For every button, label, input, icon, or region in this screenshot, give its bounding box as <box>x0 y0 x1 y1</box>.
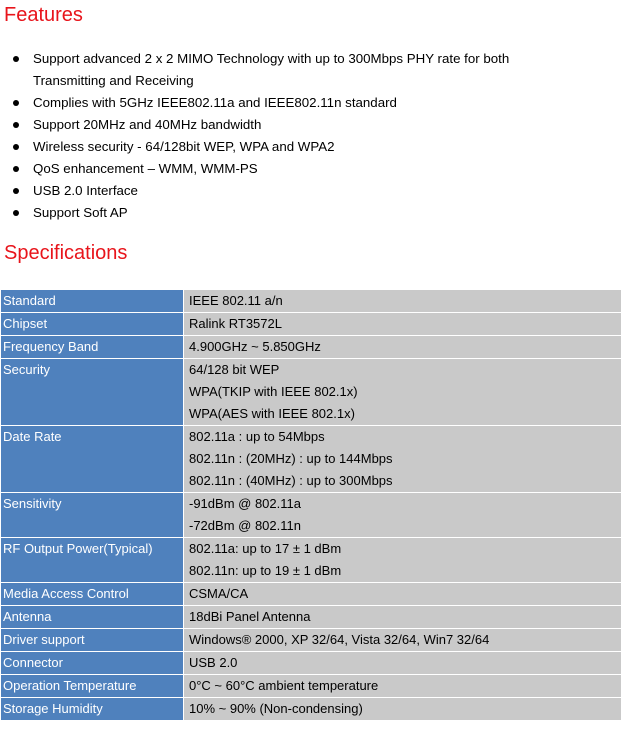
spec-value-line: 802.11a : up to 54Mbps <box>189 429 325 444</box>
spec-label: Operation Temperature <box>1 675 183 697</box>
spec-label: Media Access Control <box>1 583 183 605</box>
table-row <box>1 583 621 605</box>
spec-value-line: 802.11n : (40MHz) : up to 300Mbps <box>189 473 393 488</box>
spec-value <box>184 583 621 605</box>
spec-value-line: IEEE 802.11 a/n <box>189 293 283 308</box>
spec-label: Storage Humidity <box>1 698 183 720</box>
spec-label: Security <box>1 359 183 425</box>
spec-label: Antenna <box>1 606 183 628</box>
table-row <box>1 290 621 312</box>
spec-value-line: CSMA/CA <box>189 586 249 601</box>
spec-value <box>184 538 621 582</box>
table-row <box>1 698 621 720</box>
spec-value-line: -72dBm @ 802.11n <box>189 518 301 533</box>
feature-item: Support 20MHz and 40MHz bandwidth <box>0 114 560 136</box>
features-list <box>0 48 560 224</box>
spec-value-line: WPA(TKIP with IEEE 802.1x) <box>189 384 358 399</box>
table-row <box>1 652 621 674</box>
spec-value-line: 18dBi Panel Antenna <box>189 609 311 624</box>
spec-label: Date Rate <box>1 426 183 492</box>
table-row <box>1 313 621 335</box>
specifications-table <box>0 289 622 721</box>
table-row <box>1 426 621 492</box>
spec-value <box>184 313 621 335</box>
spec-value <box>184 698 621 720</box>
spec-value <box>184 290 621 312</box>
table-row <box>1 336 621 358</box>
spec-value <box>184 652 621 674</box>
table-row <box>1 493 621 537</box>
spec-label: Sensitivity <box>1 493 183 537</box>
feature-item: Support Soft AP <box>0 202 560 224</box>
spec-value <box>184 336 621 358</box>
table-row <box>1 606 621 628</box>
table-row <box>1 538 621 582</box>
table-row <box>1 359 621 425</box>
spec-value <box>184 359 621 425</box>
feature-item: Wireless security - 64/128bit WEP, WPA and WPA2 <box>0 136 560 158</box>
spec-label: Driver support <box>1 629 183 651</box>
spec-value <box>184 629 621 651</box>
spec-value-line: 802.11n : (20MHz) : up to 144Mbps <box>189 451 393 466</box>
spec-value-line: 10% ~ 90% (Non-condensing) <box>189 701 363 716</box>
spec-value-line: 802.11a: up to 17 ± 1 dBm <box>189 541 342 556</box>
spec-value-line: Windows® 2000, XP 32/64, Vista 32/64, Win7 32/64 <box>189 632 490 647</box>
spec-label: RF Output Power(Typical) <box>1 538 183 582</box>
spec-value-line: USB 2.0 <box>189 655 238 670</box>
spec-value <box>184 493 621 537</box>
specifications-heading: Specifications <box>4 242 128 264</box>
spec-value-line: 0°C ~ 60°C ambient temperature <box>189 678 379 693</box>
table-row <box>1 629 621 651</box>
spec-value-line: 802.11n: up to 19 ± 1 dBm <box>189 563 342 578</box>
spec-value <box>184 606 621 628</box>
spec-value-line: -91dBm @ 802.11a <box>189 496 301 511</box>
feature-item: Support advanced 2 x 2 MIMO Technology with up to 300Mbps PHY rate for both Transmitting and Receiving <box>0 48 560 92</box>
spec-label: Frequency Band <box>1 336 183 358</box>
feature-item: QoS enhancement – WMM, WMM-PS <box>0 158 560 180</box>
spec-value-line: 64/128 bit WEP <box>189 362 280 377</box>
spec-value <box>184 675 621 697</box>
features-heading: Features <box>4 4 83 26</box>
feature-item: USB 2.0 Interface <box>0 180 560 202</box>
spec-value <box>184 426 621 492</box>
feature-item: Complies with 5GHz IEEE802.11a and IEEE802.11n standard <box>0 92 560 114</box>
spec-label: Chipset <box>1 313 183 335</box>
spec-value-line: Ralink RT3572L <box>189 316 282 331</box>
spec-label: Connector <box>1 652 183 674</box>
spec-label: Standard <box>1 290 183 312</box>
table-row <box>1 675 621 697</box>
spec-value-line: 4.900GHz ~ 5.850GHz <box>189 339 321 354</box>
spec-value-line: WPA(AES with IEEE 802.1x) <box>189 406 355 421</box>
